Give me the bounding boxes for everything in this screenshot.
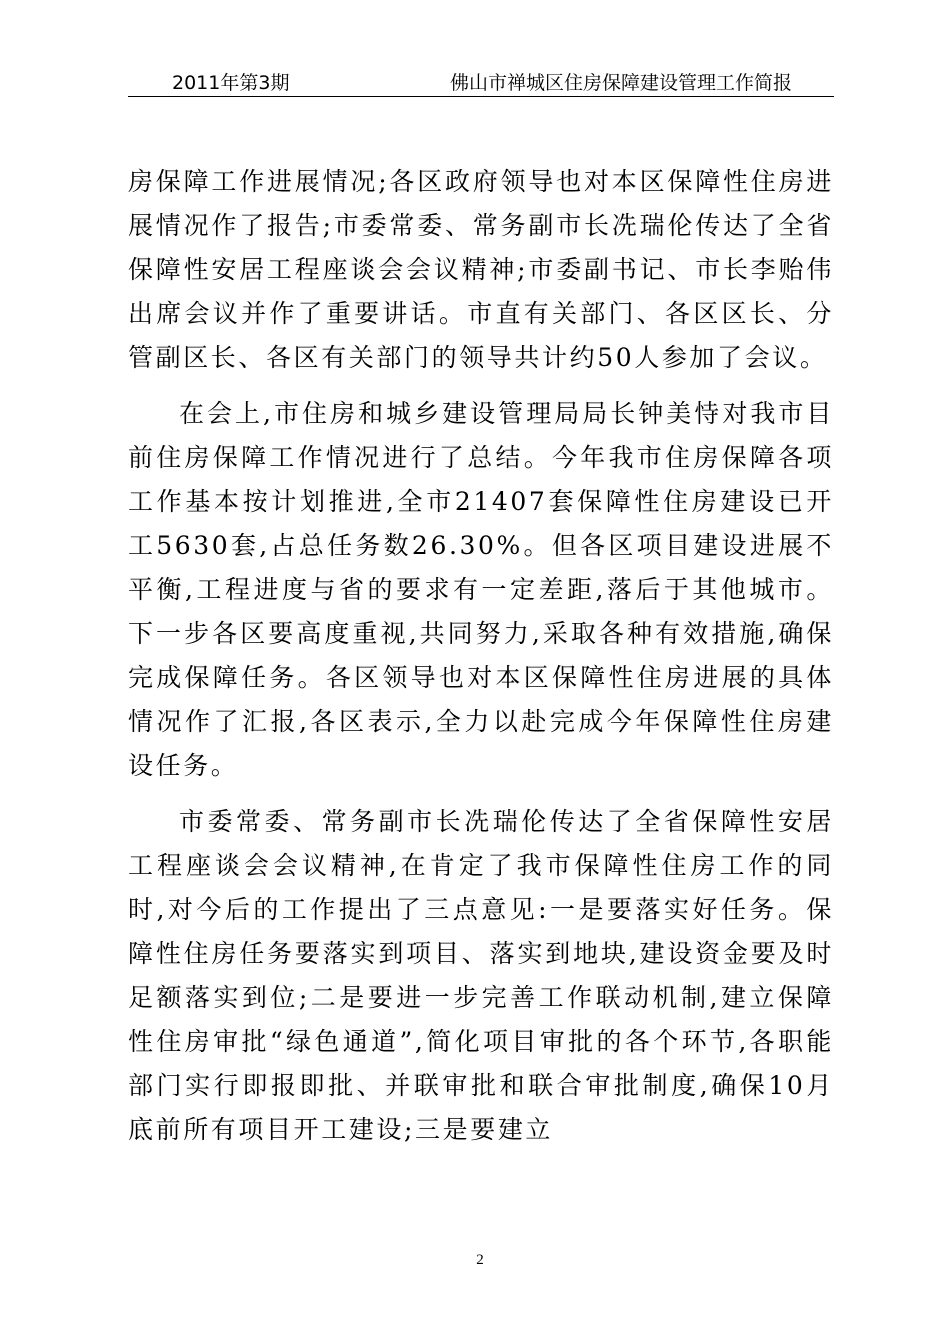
paragraph-2: 在会上,市住房和城乡建设管理局局长钟美恃对我市目前住房保障工作情况进行了总结。今年我市住房保障各项工作基本按计划推进,全市21407套保障性住房建设已开工5630套,占总任务数26.30%。但各区项目建设进展不平衡,工程进度与省的要求有一定差距,落后于其他城市。下一步各区要高度重视,共同努力,采取各种有效措施,确保完成保障任务。各区领导也对本区保障性住房进展的具体情况作了汇报,各区表示,全力以赴完成今年保障性住房建设任务。 [128, 399, 834, 780]
page-header [128, 66, 834, 97]
issue-label: 2011年第3期 [172, 72, 290, 94]
paragraph-3: 市委常委、常务副市长冼瑞伦传达了全省保障性安居工程座谈会会议精神,在肯定了我市保障性住房工作的同时,对今后的工作提出了三点意见:一是要落实好任务。保障性住房任务要落实到项目、落实到地块,建设资金要及时足额落实到位;二是要进一步完善工作联动机制,建立保障性住房审批“绿色通道”,简化项目审批的各个环节,各职能部门实行即报即批、并联审批和联合审批制度,确保10月底前所有项目开工建设;三是要建立 [128, 807, 834, 1144]
bulletin-title: 佛山市禅城区住房保障建设管理工作简报 [450, 72, 793, 94]
paragraph-1: 房保障工作进展情况;各区政府领导也对本区保障性住房进展情况作了报告;市委常委、常务副市长冼瑞伦传达了全省保障性安居工程座谈会会议精神;市委副书记、市长李贻伟出席会议并作了重要讲话。市直有关部门、各区区长、分管副区长、各区有关部门的领导共计约50人参加了会议。 [128, 167, 834, 372]
page-number: 2 [476, 1252, 484, 1268]
document-body [128, 160, 834, 1152]
